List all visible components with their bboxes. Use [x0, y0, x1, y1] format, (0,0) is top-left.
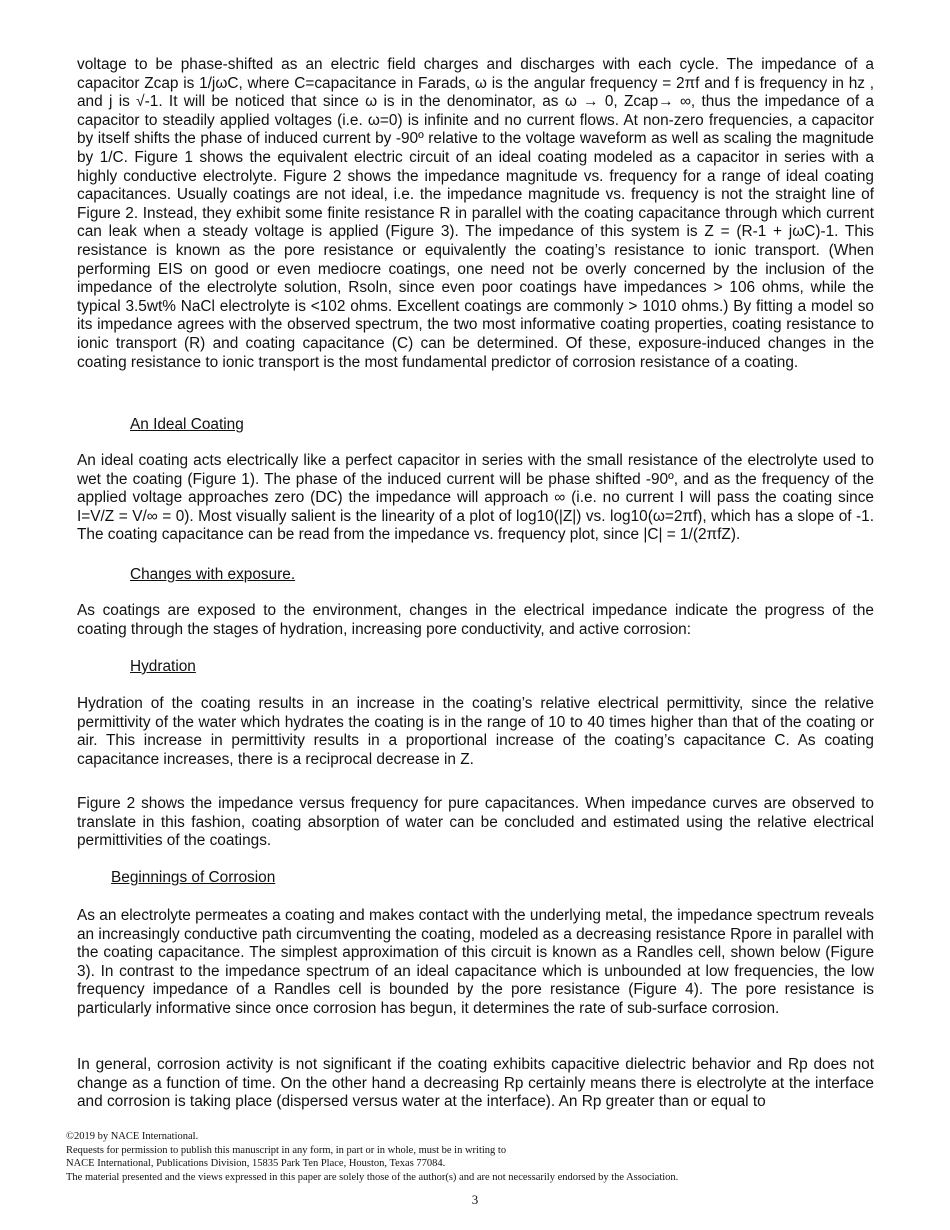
heading-changes-with-exposure: Changes with exposure.	[130, 566, 296, 583]
paragraph-impedance-intro: voltage to be phase-shifted as an electric field charges and discharges with each cycle. The impedance of a capacitor Zcap is 1/jωC, where C=capacitance in Farads, ω is the angular frequency = 2πf and f is frequency in hz , and j is √-1. It will be noticed that since ω is in the denominator, as ω → 0, Zcap→ ∞, thus the impedance of a capacitor to steadily applied voltages (i.e. ω=0) is infinite and no current flows. At non-zero frequencies, a capacitor by itself shifts the phase of induced current by -90º relative to the voltage waveform as well as scaling the magnitude by 1/C. Figure 1 shows the equivalent electric circuit of an ideal coating modeled as a capacitor in series with a highly conductive electrolyte. Figure 2 shows the impedance magnitude vs. frequency for a range of ideal coating capacitances. Usually coatings are not ideal, i.e. the impedance magnitude vs. frequency is not the straight line of Figure 2. Instead, they exhibit some finite resistance R in parallel with the coating capacitance through which current can leak when a steady voltage is applied (Figure 3). The impedance of this system is Z = (R-1 + jωC)-1. This resistance is known as the pore resistance or equivalently the coating’s resistance to ionic transport. (When performing EIS on good or even mediocre coatings, one need not be overly concerned by the inclusion of the impedance of the electrolyte solution, Rsoln, since even poor coatings have impedances > 106 ohms, while the typical 3.5wt% NaCl electrolyte is <102 ohms. Excellent coatings are commonly > 1010 ohms.) By fitting a model so its impedance agrees with the observed spectrum, the two most informative coating properties, coating resistance to ionic transport (R) and coating capacitance (C) can be determined. Of these, exposure-induced changes in the coating resistance to ionic transport is the most fundamental predictor of corrosion resistance of a coating.	[77, 56, 874, 371]
footer-disclaimer: The material presented and the views expressed in this paper are solely those of the author(s) and are not necessarily endorsed by the Association.	[66, 1171, 679, 1183]
paragraph-changes: As coatings are exposed to the environment, changes in the electrical impedance indicate the progress of the coating through the stages of hydration, increasing pore conductivity, and active corrosion:	[77, 602, 874, 638]
footer-copyright: ©2019 by NACE International.	[66, 1131, 199, 1142]
heading-hydration: Hydration	[130, 658, 196, 675]
paragraph-hydration: Hydration of the coating results in an increase in the coating’s relative electrical permittivity, since the relative permittivity of the water which hydrates the coating is in the range of 10 to 40 times higher than that of the coating or air. This increase in permittivity results in a proportional increase of the coating’s capacitance C. As coating capacitance increases, there is a reciprocal decrease in Z.	[77, 695, 874, 768]
heading-beginnings-of-corrosion: Beginnings of Corrosion	[111, 869, 276, 886]
paragraph-general-corrosion: In general, corrosion activity is not significant if the coating exhibits capacitive dielectric behavior and Rp does not change as a function of time. On the other hand a decreasing Rp certainly means there is electrolyte at the interface and corrosion is taking place (dispersed versus water at the interface). An Rp greater than or equal to	[77, 1056, 874, 1111]
paragraph-ideal-coating: An ideal coating acts electrically like a perfect capacitor in series with the small resistance of the electrolyte used to wet the coating (Figure 1). The phase of the induced current will be phase shifted -90º, and as the frequency of the applied voltage approaches zero (DC) the impedance will approach ∞ (i.e. no current I will pass the coating since I=V/Z = V/∞ = 0). Most visually salient is the linearity of a plot of log10(|Z|) vs. log10(ω=2πf), which has a slope of -1. The coating capacitance can be read from the impedance vs. frequency plot, since |C| = 1/(2πfZ).	[77, 452, 874, 544]
copyright-footer	[66, 1130, 886, 1184]
footer-address: NACE International, Publications Division, 15835 Park Ten Place, Houston, Texas 77084.	[66, 1158, 446, 1170]
paragraph-corrosion: As an electrolyte permeates a coating and makes contact with the underlying metal, the impedance spectrum reveals an increasingly conductive path circumventing the coating, modeled as a decreasing resistance Rpore in parallel with the coating capacitance. The simplest approximation of this circuit is known as a Randles cell, shown below (Figure 3). In contrast to the impedance spectrum of an ideal capacitance which is unbounded at low frequencies, the low frequency impedance of a Randles cell is bounded by the pore resistance (Figure 4). The pore resistance is particularly informative since once corrosion has begun, it determines the rate of sub-surface corrosion.	[77, 907, 874, 1017]
footer-permission: Requests for permission to publish this manuscript in any form, in part or in whole, must be in writing to	[66, 1144, 507, 1156]
paragraph-figure-2: Figure 2 shows the impedance versus frequency for pure capacitances. When impedance curves are observed to translate in this fashion, coating absorption of water can be concluded and estimated using the relative electrical permittivities of the coatings.	[77, 795, 874, 850]
heading-ideal-coating: An Ideal Coating	[130, 416, 244, 433]
page-number: 3	[471, 1192, 479, 1207]
